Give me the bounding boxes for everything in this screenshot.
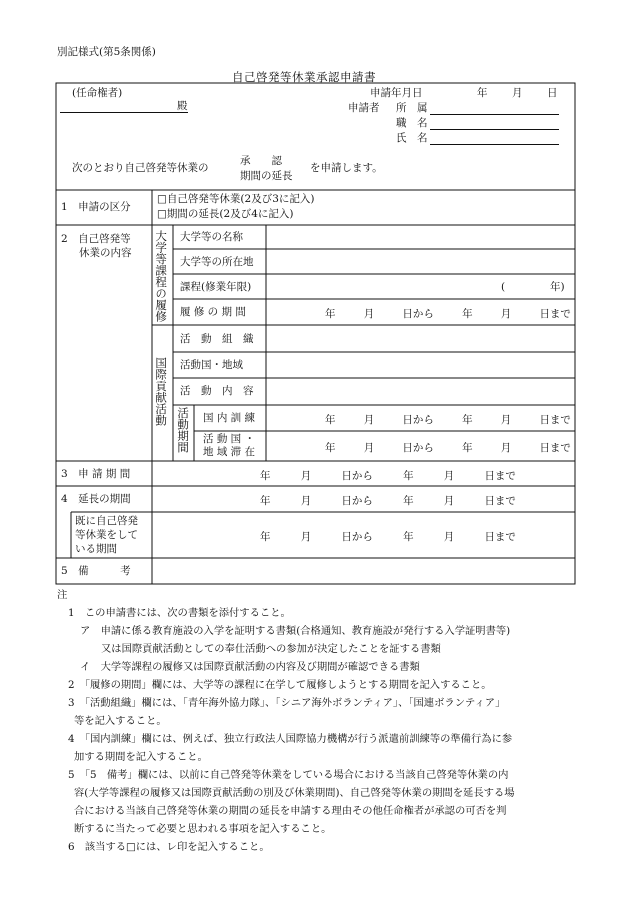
period-year: 年 (403, 470, 414, 482)
period-until: 日まで (539, 442, 571, 454)
period-year: 年 (462, 442, 473, 454)
notes-heading: 注 (57, 589, 68, 601)
appointer-line[interactable] (60, 112, 188, 113)
period-month: 月 (363, 414, 375, 426)
period-until: 日まで (539, 414, 571, 426)
activity-country-label: 活動国・地域 (180, 359, 243, 371)
international-activity-group: 国際貢献活動 (154, 357, 169, 426)
university-location-label: 大学等の所在地 (180, 256, 254, 268)
application-date-label: 申請年月日 (370, 87, 423, 99)
previous-leave-label-line3: いる期間 (75, 543, 117, 555)
statement-option-approval[interactable]: 承 認 (240, 155, 282, 167)
period-year: 年 (462, 414, 473, 426)
period-year: 年 (403, 495, 414, 507)
note-1a: ア 申請に係る教育施設の入学を証明する書類(合格通知、教育施設が発行する入学証明書等) (80, 625, 511, 637)
course-years-unit: 年) (550, 281, 565, 293)
note-5-cont1: 容(大学等課程の履修又は国際貢献活動の別及び休業期間)、自己啓発等休業の期間を延長する場 (74, 787, 515, 799)
extension-period-row (260, 493, 516, 508)
note-6: 6 該当する□には、レ印を記入すること。 (68, 841, 270, 853)
activity-content-label: 活 動 内 容 (180, 385, 254, 397)
note-1: 1 この申請書には、次の書類を添付すること。 (68, 607, 291, 619)
period-year: 年 (260, 531, 271, 543)
statement-option-extension[interactable]: 期間の延長 (240, 170, 293, 182)
university-name-label: 大学等の名称 (180, 231, 243, 243)
period-until: 日まで (484, 531, 516, 543)
period-from: 日から (341, 531, 373, 543)
date-year-unit: 年 (477, 87, 488, 99)
period-month: 月 (443, 495, 455, 507)
section1-option-extension[interactable]: □期間の延長(2及び4に記入) (157, 208, 294, 220)
form-title: 自己啓発等休業承認申請書 (232, 70, 376, 84)
note-5-cont3: 断するに当たって必要と思われる事項を記入すること。 (74, 823, 332, 835)
note-4: 4 「国内訓練」欄には、例えば、独立行政法人国際協力機構が行う派遣前訓練等の準備行為に参 (68, 733, 513, 745)
section2-label-line2: 休業の内容 (79, 247, 132, 259)
note-1b: イ 大学等課程の履修又は国際貢献活動の内容及び期間が確認できる書類 (80, 661, 420, 673)
period-year: 年 (325, 442, 336, 454)
period-from: 日から (341, 470, 373, 482)
country-stay-label-line2: 地 域 滞 在 (203, 446, 256, 458)
affiliation-label: 所 属 (396, 102, 428, 114)
affiliation-field[interactable] (430, 114, 559, 115)
period-year: 年 (260, 470, 271, 482)
note-5-cont2: 合における当該自己啓発等休業の期間の延長を申請する理由その他任命権者が承認の可否を判 (74, 805, 507, 817)
period-from: 日から (402, 414, 434, 426)
applicant-label: 申請者 (348, 102, 380, 114)
position-field[interactable] (430, 129, 559, 130)
section1-label: 1 申請の区分 (61, 201, 131, 213)
period-year: 年 (325, 308, 336, 320)
previous-leave-label-line2: 等休業をして (75, 529, 138, 541)
honorific: 殿 (177, 100, 188, 112)
period-until: 日まで (484, 470, 516, 482)
domestic-training-label: 国 内 訓 練 (203, 412, 256, 424)
application-period-row (260, 468, 516, 483)
note-4-cont: 加する期間を記入すること。 (74, 751, 208, 763)
period-from: 日から (402, 442, 434, 454)
previous-leave-label-line1: 既に自己啓発 (75, 515, 138, 527)
country-stay-period-row (325, 440, 571, 455)
appointer-label: (任命権者) (72, 87, 123, 99)
date-month-unit: 月 (512, 87, 523, 99)
section4-label: 4 延長の期間 (61, 493, 131, 505)
name-field[interactable] (430, 144, 559, 145)
section1-option-leave[interactable]: □自己啓発等休業(2及び3に記入) (157, 193, 315, 205)
period-month: 月 (300, 531, 312, 543)
course-label: 課程(修業年限) (180, 281, 252, 293)
period-month: 月 (500, 442, 512, 454)
period-month: 月 (363, 308, 375, 320)
period-year: 年 (260, 495, 271, 507)
note-1a-cont: 又は国際貢献活動としての奉仕活動への参加が決定したことを証する書類 (101, 643, 441, 655)
statement-suffix: を申請します。 (310, 162, 383, 174)
period-month: 月 (500, 414, 512, 426)
period-month: 月 (500, 308, 512, 320)
period-month: 月 (363, 442, 375, 454)
section3-label: 3 申 請 期 間 (61, 468, 131, 480)
name-label: 氏 名 (396, 132, 428, 144)
note-2: 2 「履修の期間」欄には、大学等の課程に在学して履修しようとする期間を記入すること。 (68, 679, 492, 691)
previous-leave-period-row (260, 529, 516, 544)
section2-label-line1: 2 自己啓発等 (61, 233, 131, 245)
activity-org-label: 活 動 組 織 (180, 333, 254, 345)
note-3: 3 「活動組織」欄には、「青年海外協力隊」、「シニア海外ボランティア」、「国連ボランティア」 (68, 697, 506, 709)
activity-period-group: 活動期間 (176, 407, 191, 453)
period-year: 年 (403, 531, 414, 543)
period-month: 月 (300, 470, 312, 482)
period-year: 年 (462, 308, 473, 320)
statement-prefix: 次のとおり自己啓発等休業の (72, 162, 209, 174)
university-course-group: 大学等課程の履修 (154, 230, 169, 322)
section5-label: 5 備 考 (61, 565, 131, 577)
period-until: 日まで (539, 308, 571, 320)
domestic-training-period-row (325, 412, 571, 427)
period-month: 月 (300, 495, 312, 507)
period-from: 日から (402, 308, 434, 320)
period-from: 日から (341, 495, 373, 507)
study-period-label: 履 修 の 期 間 (180, 306, 246, 318)
note-3-cont: 等を記入すること。 (74, 715, 167, 727)
study-period-row (325, 306, 571, 321)
form-reference: 別記様式(第5条関係) (57, 46, 156, 58)
course-paren-open: ( (501, 281, 506, 293)
note-5: 5 「5 備考」欄には、以前に自己啓発等休業をしている場合における当該自己啓発等休業の内 (68, 769, 509, 781)
period-month: 月 (443, 531, 455, 543)
period-year: 年 (325, 414, 336, 426)
position-label: 職 名 (396, 117, 428, 129)
period-month: 月 (443, 470, 455, 482)
country-stay-label-line1: 活 動 国 ・ (203, 433, 256, 445)
period-until: 日まで (484, 495, 516, 507)
date-day-unit: 日 (547, 87, 558, 99)
